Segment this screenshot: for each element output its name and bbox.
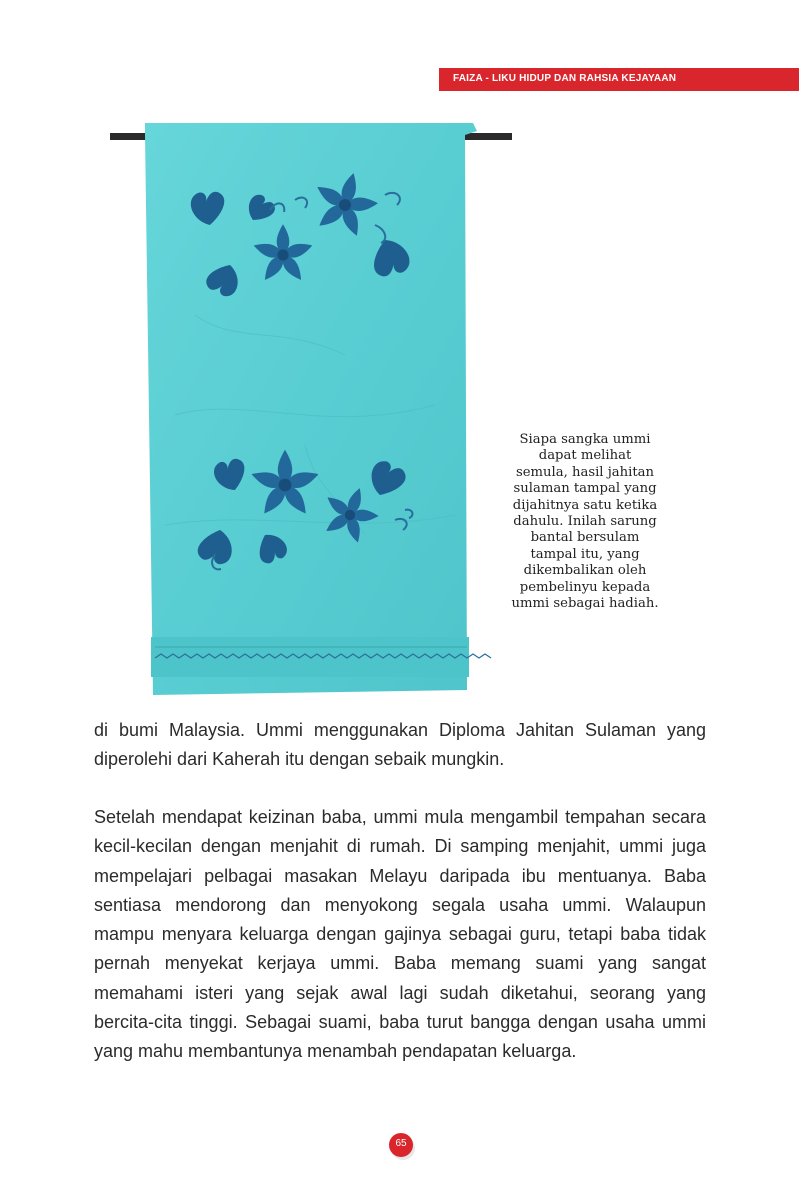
caption-line: dikembalikan oleh <box>523 563 647 579</box>
header-bar <box>439 68 799 91</box>
caption-line: ummi sebagai hadiah. <box>511 596 659 612</box>
caption-line: sulaman tampal yang <box>513 481 657 497</box>
caption-line: dijahitnya satu ketika <box>512 497 658 513</box>
body-paragraph-1: di bumi Malaysia. Ummi menggunakan Diploma Jahitan Sulaman yang diperolehi dari Kaherah itu dengan sebaik mungkin. <box>94 720 706 770</box>
caption-line: dahulu. Inilah sarung <box>513 514 657 530</box>
running-header-title: FAIZA - LIKU HIDUP DAN RAHSIA KEJAYAAN <box>453 73 677 84</box>
caption-line: semula, hasil jahitan <box>515 464 655 480</box>
embroidered-pillowcase-photo <box>105 115 520 705</box>
caption-line: bantal bersulam <box>530 530 640 546</box>
caption-line: Siapa sangka ummi <box>519 432 651 447</box>
caption-line: tampal itu, yang <box>530 546 640 562</box>
caption-line: dapat melihat <box>538 448 632 464</box>
caption-line: pembelinyu kepada <box>519 579 651 595</box>
body-paragraph-2: Setelah mendapat keizinan baba, ummi mula mengambil tempahan secara kecil-kecilan dengan menjahit di rumah. Di samping menjahit, ummi juga mempelajari pelbagai masakan Melayu daripada ibu mentuanya. Baba sentiasa mendorong dan menyokong segala usaha ummi. Walaupun mampu menyara keluarga dengan gajinya sebagai guru, tetapi baba tidak pernah menyekat kerjaya ummi. Baba memang suami yang sangat memahami isteri yang sejak awal lagi sudah diketahui, seorang yang bercita-cita tinggi. Sebagai suami, baba turut bangga dengan usaha ummi yang mahu membantunya menambah pendapatan keluarga. <box>94 807 706 1062</box>
page-number: 65 <box>395 1138 407 1149</box>
page-number-badge <box>389 1133 413 1157</box>
photo-caption <box>490 432 680 612</box>
